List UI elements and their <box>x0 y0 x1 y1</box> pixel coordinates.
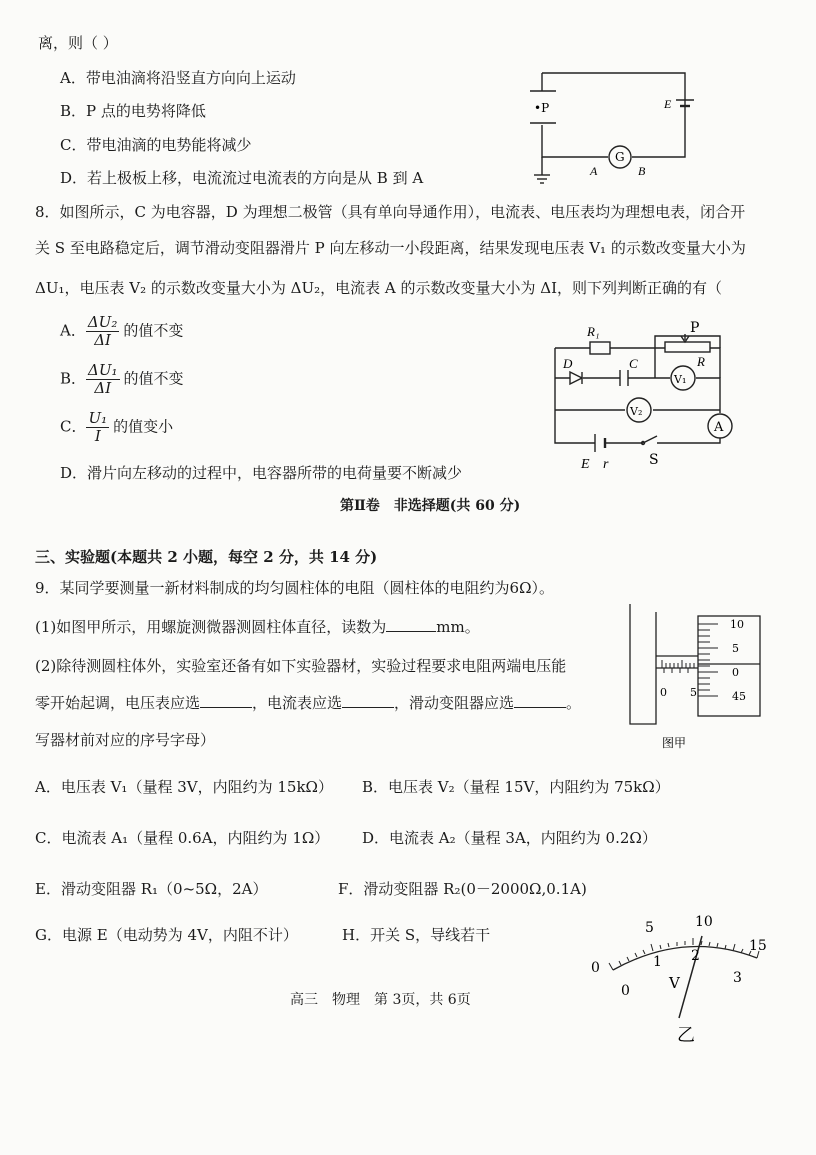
q9-voltmeter-blank[interactable] <box>200 693 252 708</box>
q8-v2-label: V₂ <box>630 405 643 418</box>
q8-diode-label: D <box>563 356 573 371</box>
dial-outer-0: 0 <box>591 960 600 976</box>
q7-option-c: C．带电油滴的电势能将减少 <box>60 136 252 154</box>
dial-outer-5: 5 <box>645 920 654 936</box>
q9-part2-line3: 写器材前对应的序号字母） <box>35 731 216 749</box>
page-footer: 高三 物理 第 3页，共 6页 <box>290 992 471 1008</box>
voltmeter-caption: 乙 <box>677 1025 695 1046</box>
q7-galvanometer-label: G <box>615 150 625 164</box>
q9-diameter-blank[interactable] <box>386 617 436 632</box>
q7-node-b-label: B <box>638 164 646 178</box>
micrometer-main-0: 0 <box>660 686 667 699</box>
q9-item-d: D．电流表 A₂（量程 3A，内阻约为 0.2Ω） <box>362 829 657 847</box>
q7-node-a-label: A <box>590 164 598 178</box>
q8-source-e-label: E <box>581 457 590 472</box>
q9-part2-text-d: 。 <box>566 694 582 712</box>
micrometer-tick-5: 5 <box>732 642 739 655</box>
q7-option-a: A．带电油滴将沿竖直方向向上运动 <box>60 69 296 87</box>
micrometer-tick-10: 10 <box>730 618 744 631</box>
section3-title: 三、实验题(本题共 2 小题，每空 2 分，共 14 分) <box>35 548 378 566</box>
q8-circuit-diagram <box>545 318 775 478</box>
dial-inner-0: 0 <box>621 983 630 999</box>
dial-outer-10: 10 <box>695 914 713 930</box>
q8-option-c-suffix: 的值变小 <box>113 417 174 436</box>
q8-option-d: D．滑片向左移动的过程中，电容器所带的电荷量要不断减少 <box>60 464 463 482</box>
q9-stem: 9．某同学要测量一新材料制成的均匀圆柱体的电阻（圆柱体的电阻约为6Ω）。 <box>35 579 555 597</box>
q8-r1-label: R₁ <box>587 324 600 339</box>
q8-capacitor-label: C <box>629 356 638 371</box>
q9-item-h: H．开关 S，导线若干 <box>342 926 491 944</box>
q9-part2-line1: (2)除待测圆柱体外，实验室还备有如下实验器材，实验过程要求电阻两端电压能 <box>35 657 567 675</box>
q7-source-e-label: E <box>664 97 672 111</box>
dial-unit-v: V <box>669 974 680 992</box>
q9-item-a: A．电压表 V₁（量程 3V，内阻约为 15kΩ） <box>35 778 333 796</box>
q8-stem-line3: ΔU₁，电压表 V₂ 的示数改变量大小为 ΔU₂，电流表 A 的示数改变量大小为 ΔI，则下列判断正确的有（ <box>35 279 723 297</box>
q8-option-c-denominator: I <box>94 427 101 445</box>
q7-point-p-label: •P <box>534 101 550 115</box>
q9-part1-unit: mm。 <box>436 618 480 636</box>
q8-slider-p-label: P <box>690 320 700 336</box>
q9-item-e: E．滑动变阻器 R₁（0~5Ω，2A） <box>35 880 268 898</box>
q8-option-a-denominator: ΔI <box>94 331 111 349</box>
micrometer-caption: 图甲 <box>662 736 687 750</box>
dial-outer-15: 15 <box>749 938 767 954</box>
q9-item-g: G．电源 E（电动势为 4V，内阻不计） <box>35 926 298 944</box>
q7-option-d: D．若上极板上移，电流流过电流表的方向是从 B 到 A <box>60 169 424 187</box>
q8-option-c <box>60 410 173 445</box>
section2-title: 第Ⅱ卷 非选择题(共 60 分) <box>340 498 521 514</box>
q8-option-b-prefix: B． <box>60 369 87 388</box>
q8-stem-line2: 关 S 至电路稳定后，调节滑动变阻器滑片 P 向左移动一小段距离，结果发现电压表 V₁ 的示数改变量大小为 <box>35 239 746 257</box>
q7-stem-tail: 离，则（ ） <box>38 34 118 52</box>
dial-inner-1: 1 <box>653 954 662 970</box>
q8-option-b <box>60 362 184 397</box>
q8-option-a-suffix: 的值不变 <box>123 321 184 340</box>
micrometer-main-5: 5 <box>690 686 697 699</box>
q9-part1 <box>35 616 480 637</box>
q9-part2-text-a: 零开始起调，电压表应选 <box>35 694 201 712</box>
micrometer-tick-0: 0 <box>732 666 739 679</box>
q8-option-a-numerator: ΔU₂ <box>87 313 118 331</box>
q8-option-c-numerator: U₁ <box>88 409 108 427</box>
q8-switch-s-label: S <box>649 452 659 468</box>
micrometer-figure <box>628 604 768 754</box>
micrometer-tick-45: 45 <box>732 690 746 703</box>
q9-item-f: F．滑动变阻器 R₂(0－2000Ω,0.1A) <box>338 880 587 898</box>
q8-option-b-denominator: ΔI <box>94 379 112 397</box>
q9-item-c: C．电流表 A₁（量程 0.6A，内阻约为 1Ω） <box>35 829 330 847</box>
q8-option-b-suffix: 的值不变 <box>123 369 184 388</box>
q8-option-a-prefix: A． <box>60 321 86 340</box>
q8-option-b-numerator: ΔU₁ <box>88 361 118 379</box>
q9-rheostat-blank[interactable] <box>514 693 566 708</box>
q9-part2-text-c: ，滑动变阻器应选 <box>394 694 515 712</box>
q8-ammeter-label: A <box>714 420 724 435</box>
q9-part2-text-b: ，电流表应选 <box>252 694 343 712</box>
q7-option-b: B．P 点的电势将降低 <box>60 102 206 120</box>
q8-v1-label: V₁ <box>674 373 687 386</box>
q7-circuit-diagram <box>520 65 700 195</box>
voltmeter-dial-figure <box>585 908 785 1048</box>
q8-option-c-prefix: C． <box>60 417 87 436</box>
q8-option-a <box>60 314 183 349</box>
q9-part1-text: (1)如图甲所示，用螺旋测微器测圆柱体直径，读数为 <box>35 618 387 636</box>
dial-inner-2: 2 <box>691 948 700 964</box>
q8-stem-line1: 8．如图所示，C 为电容器，D 为理想二极管（具有单向导通作用），电流表、电压表均为理想电表，闭合开 <box>35 203 746 221</box>
q9-item-b: B．电压表 V₂（量程 15V，内阻约为 75kΩ） <box>362 778 670 796</box>
dial-inner-3: 3 <box>733 970 742 986</box>
q8-internal-r-label: r <box>603 457 609 472</box>
q9-ammeter-blank[interactable] <box>342 693 394 708</box>
q9-part2-line2 <box>35 692 581 713</box>
q8-r-label: R <box>697 354 705 369</box>
